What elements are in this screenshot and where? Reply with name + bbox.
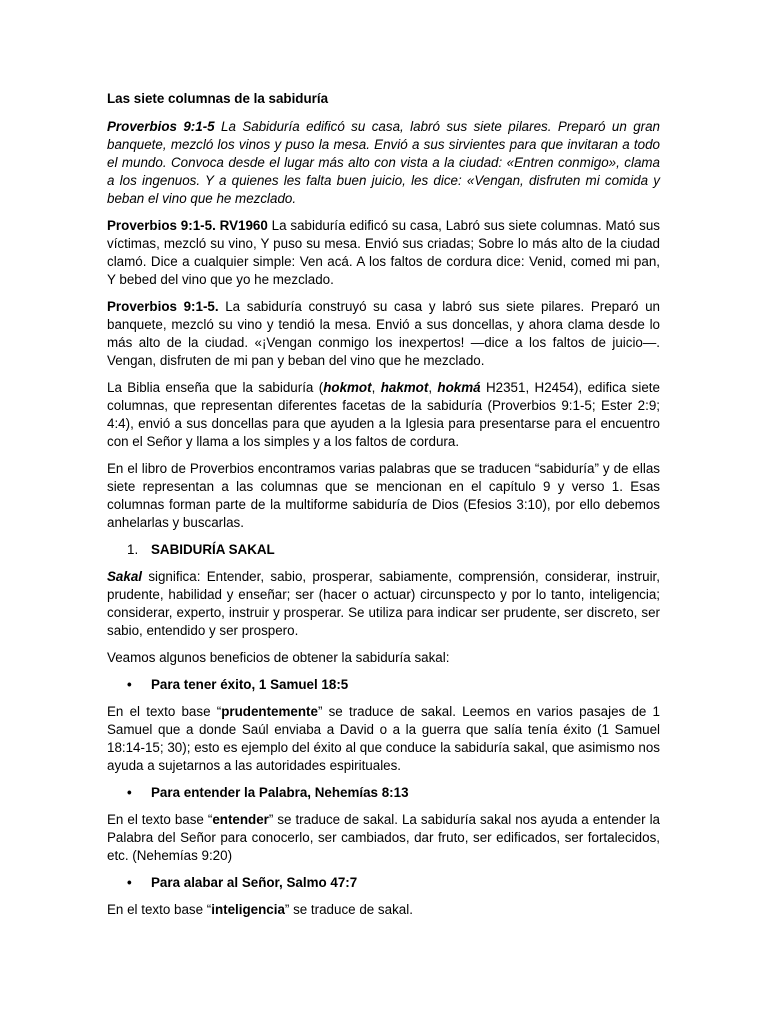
scripture-text: La sabiduría construyó su casa y labró sus siete pilares. Preparó un banquete, mezcló su vino y tendió la mesa. Envió a sus doncellas, y ahora clama desde lo más alto de la ciudad. «¡Vengan conmigo los inexpertos! —dice a los faltos de juicio—. Vengan, disfruten de mi pan y beban del vino que he mezclado. xyxy=(107,299,660,368)
text-run: En el texto base “ xyxy=(107,812,213,827)
section-title: SABIDURÍA SAKAL xyxy=(151,542,275,557)
paragraph-libro-proverbios: En el libro de Proverbios encontramos varias palabras que se traducen “sabiduría” y de ellas siete representan a las columnas que se mencionan en el capítulo 9 y verso 1. Esas columnas forman parte de la multiforme sabiduría de Dios (Efesios 3:10), por ello debemos anhelarlas y buscarlas. xyxy=(107,461,660,530)
paragraph-sakal-definition xyxy=(107,568,660,640)
text-run: En el texto base “ xyxy=(107,704,222,719)
key-word: prudentemente xyxy=(221,704,318,719)
paragraph-proverbios-1 xyxy=(107,118,660,208)
paragraph-proverbios-rv1960 xyxy=(107,217,660,289)
bullet-exito xyxy=(107,676,660,694)
scripture-reference: Proverbios 9:1-5 xyxy=(107,119,215,134)
hebrew-term: hokmot xyxy=(323,380,372,395)
scripture-text: La Sabiduría edificó su casa, labró sus siete pilares. Preparó un gran banquete, mezcló los vinos y puso la mesa. Envió a sus sirvientes para que invitaran a todo el mundo. Convoca desde el lugar más alto con vista a la ciudad: «Entren conmigo», clama a los ingenuos. Y a quienes les falta buen juicio, les dice: «Vengan, disfruten mi comida y beban el vino que he mezclado. xyxy=(107,119,660,206)
paragraph-proverbios-3 xyxy=(107,298,660,370)
text-run: , xyxy=(428,380,438,395)
text-run: ” se traduce de sakal. Leemos en varios pasajes de 1 Samuel que a donde Saúl enviaba a David o a la guerra que salía tenía éxito (1 Samuel 18:14-15; 30); esto es ejemplo del éxito al que conduce la sabiduría sakal, que asimismo nos ayuda a sujetarnos a las autoridades espirituales. xyxy=(107,704,660,773)
bullet-icon: • xyxy=(127,785,132,800)
text-run: , xyxy=(371,380,381,395)
bullet-text: Para entender la Palabra, Nehemías 8:13 xyxy=(151,785,409,800)
document-title: Las siete columnas de la sabiduría xyxy=(107,91,329,106)
paragraph-biblia-ensena xyxy=(107,379,660,451)
text-run: En el texto base “ xyxy=(107,902,212,917)
text-run: ” se traduce de sakal. La sabiduría sakal nos ayuda a entender la Palabra del Señor para conocerlo, ser cambiados, dar fruto, ser edificados, ser fortalecidos, etc. (Nehemías 9:20) xyxy=(107,812,660,863)
text-run: H2351, H2454), edifica siete columnas, que representan diferentes facetas de la sabiduría (Proverbios 9:1-5; Ester 2:9; 4:4), envió a sus doncellas para que ayuden a la Iglesia para presentarse para el encuentro con el Señor y llama a los simples y a los faltos de cordura. xyxy=(107,380,660,449)
key-word: inteligencia xyxy=(211,902,285,917)
paragraph-inteligencia xyxy=(107,901,660,919)
bullet-icon: • xyxy=(127,875,132,890)
text-run: ” se traduce de sakal. xyxy=(284,902,413,917)
hebrew-term: hokmá xyxy=(437,380,481,395)
term: Sakal xyxy=(107,569,142,584)
paragraph-entender xyxy=(107,811,660,865)
section-number: 1. xyxy=(127,542,139,557)
scripture-reference: Proverbios 9:1-5. xyxy=(107,299,219,314)
paragraph-beneficios: Veamos algunos beneficios de obtener la sabiduría sakal: xyxy=(107,650,450,665)
paragraph-prudentemente xyxy=(107,703,660,775)
bullet-alabar xyxy=(107,874,660,892)
scripture-text: La sabiduría edificó su casa, Labró sus siete columnas. Mató sus víctimas, mezcló su vino, Y puso su mesa. Envió sus criadas; Sobre lo más alto de la ciudad clamó. Dice a cualquier simple: Ven acá. A los faltos de cordura dice: Venid, comed mi pan, Y bebed del vino que yo he mezclado. xyxy=(107,218,660,287)
text-run: La Biblia enseña que la sabiduría ( xyxy=(107,380,324,395)
text-run: significa: Entender, sabio, prosperar, sabiamente, comprensión, considerar, instruir, prudente, habilidad y enseñar; ser (hacer o actuar) circunspecto y por lo tanto, inteligencia; considerar, experto, instruir y prosperar. Se utiliza para indicar ser prudente, ser discreto, ser sabio, entendido y ser prospero. xyxy=(107,569,660,638)
section-heading-sakal xyxy=(107,541,660,559)
scripture-reference: Proverbios 9:1-5. RV1960 xyxy=(107,218,268,233)
bullet-text: Para tener éxito, 1 Samuel 18:5 xyxy=(151,677,349,692)
key-word: entender xyxy=(212,812,269,827)
bullet-text: Para alabar al Señor, Salmo 47:7 xyxy=(151,875,358,890)
document-page xyxy=(107,90,660,928)
bullet-icon: • xyxy=(127,677,132,692)
bullet-entender xyxy=(107,784,660,802)
hebrew-term: hakmot xyxy=(380,380,429,395)
